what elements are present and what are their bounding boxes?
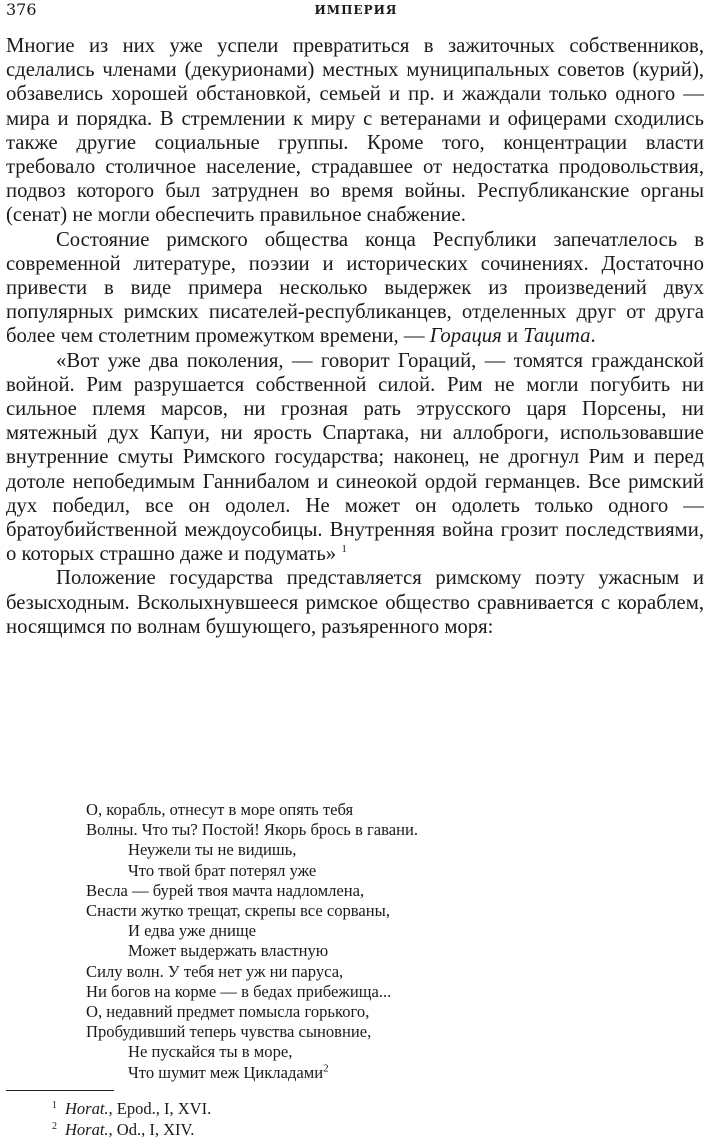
footnote-ref: , Od., I, XIV. xyxy=(108,1120,195,1139)
paragraph-2-end: . xyxy=(590,325,596,348)
footnote-ref-1: 1 xyxy=(341,543,347,556)
poem-excerpt xyxy=(86,800,646,1083)
conjunction: и xyxy=(501,325,524,348)
poem-line: О, корабль, отнесут в море опять тебя xyxy=(86,800,354,819)
page-number: 376 xyxy=(6,0,37,19)
footnote-mark: 2 xyxy=(52,1120,57,1132)
poem-line: Снасти жутко трещат, скрепы все сорваны, xyxy=(86,901,390,921)
paragraph-1: Многие из них уже успели превратиться в зажиточных собственников, сделались членами (декурионами) местных муниципальных советов (курий), обзавелись хорошей обстановкой, семьей и пр. и жаждали только одного — мира и порядка. В стремлении к миру с ветеранами и офицерами сходились также другие социальные группы. Кроме того, концентрации власти требовало столичное население, страдавшее от недостатка продовольствия, подвоз которого был затруднен во время войны. Республиканские органы (сенат) не могли обеспечить правильное снабжение. xyxy=(6,35,704,227)
footnote-ref-2: 2 xyxy=(323,1062,329,1075)
author-name-horace: Горация xyxy=(429,325,502,348)
footnotes xyxy=(52,1098,211,1140)
paragraph-3-quote xyxy=(6,349,704,567)
poem-line: Ни богов на корме — в бедах прибежища... xyxy=(86,981,392,1001)
page-header xyxy=(6,0,706,20)
footnote-2 xyxy=(52,1119,211,1140)
paragraph-2-text: Состояние римского общества конца Республики запечатлелось в современной литературе, поэзии и исторических сочинениях. Достаточно привести в виде примера несколько выдержек из произведений двух популярных римских писателей-республиканцев, отделенных друг от друга более чем столетним промежутком времени, — xyxy=(6,228,704,348)
footnote-author: Horat. xyxy=(65,1099,109,1118)
poem-line: Силу волн. У тебя нет уж ни паруса, xyxy=(86,961,344,981)
poem-line: О, недавний предмет помысла горького, xyxy=(86,1002,370,1022)
author-name-tacitus: Тацита xyxy=(523,325,591,348)
poem-line: И едва уже днище xyxy=(128,921,257,941)
footnote-mark: 1 xyxy=(52,1099,57,1111)
poem-line: Волны. Что ты? Постой! Якорь брось в гавани. xyxy=(86,820,419,840)
quote-text: «Вот уже два поколения, — говорит Гораций, — томятся гражданской войной. Рим разрушается собственной силой. Рим не могли погубить ни сильное племя марсов, ни грозная рать этрусского царя Порсены, ни мятежный дух Капуи, ни ярость Спартака, ни аллоброги, использовавшие внутренние смуты Римского государства; наконец, не дрогнул Рим и перед дотоле непобедимым Ганнибалом и синеокой ордой германцев. Все римский дух победил, все он одолел. Не может он одолеть только одного — братоубийственной междоусобицы. Внутренняя война грозит последствиями, о которых страшно даже и подумать» xyxy=(6,349,704,566)
poem-line-text: Что шумит меж Цикладами xyxy=(128,1062,324,1082)
footnote-divider xyxy=(6,1090,114,1091)
footnote-ref: , Epod., I, XVI. xyxy=(108,1099,212,1118)
poem-line xyxy=(86,1063,646,1083)
paragraph-2 xyxy=(6,228,704,349)
poem-line: Что твой брат потерял уже xyxy=(128,860,317,880)
running-head: ИМПЕРИЯ xyxy=(314,3,398,17)
poem-line: Неужели ты не видишь, xyxy=(128,840,297,860)
footnote-1 xyxy=(52,1098,211,1119)
poem-line: Весла — бурей твоя мачта надломлена, xyxy=(86,880,365,900)
body-text xyxy=(6,34,704,639)
footnote-author: Horat. xyxy=(65,1120,109,1139)
poem-line: Не пускайся ты в море, xyxy=(128,1042,293,1062)
poem-line: Пробудивший теперь чувства сыновние, xyxy=(86,1022,372,1042)
poem-line: Может выдержать властную xyxy=(128,941,329,961)
paragraph-4: Положение государства представляется римскому поэту ужасным и безысходным. Всколыхнувшееся римское общество сравнивается с кораблем, носящимся по волнам бушующего, разъяренного моря: xyxy=(6,567,704,638)
